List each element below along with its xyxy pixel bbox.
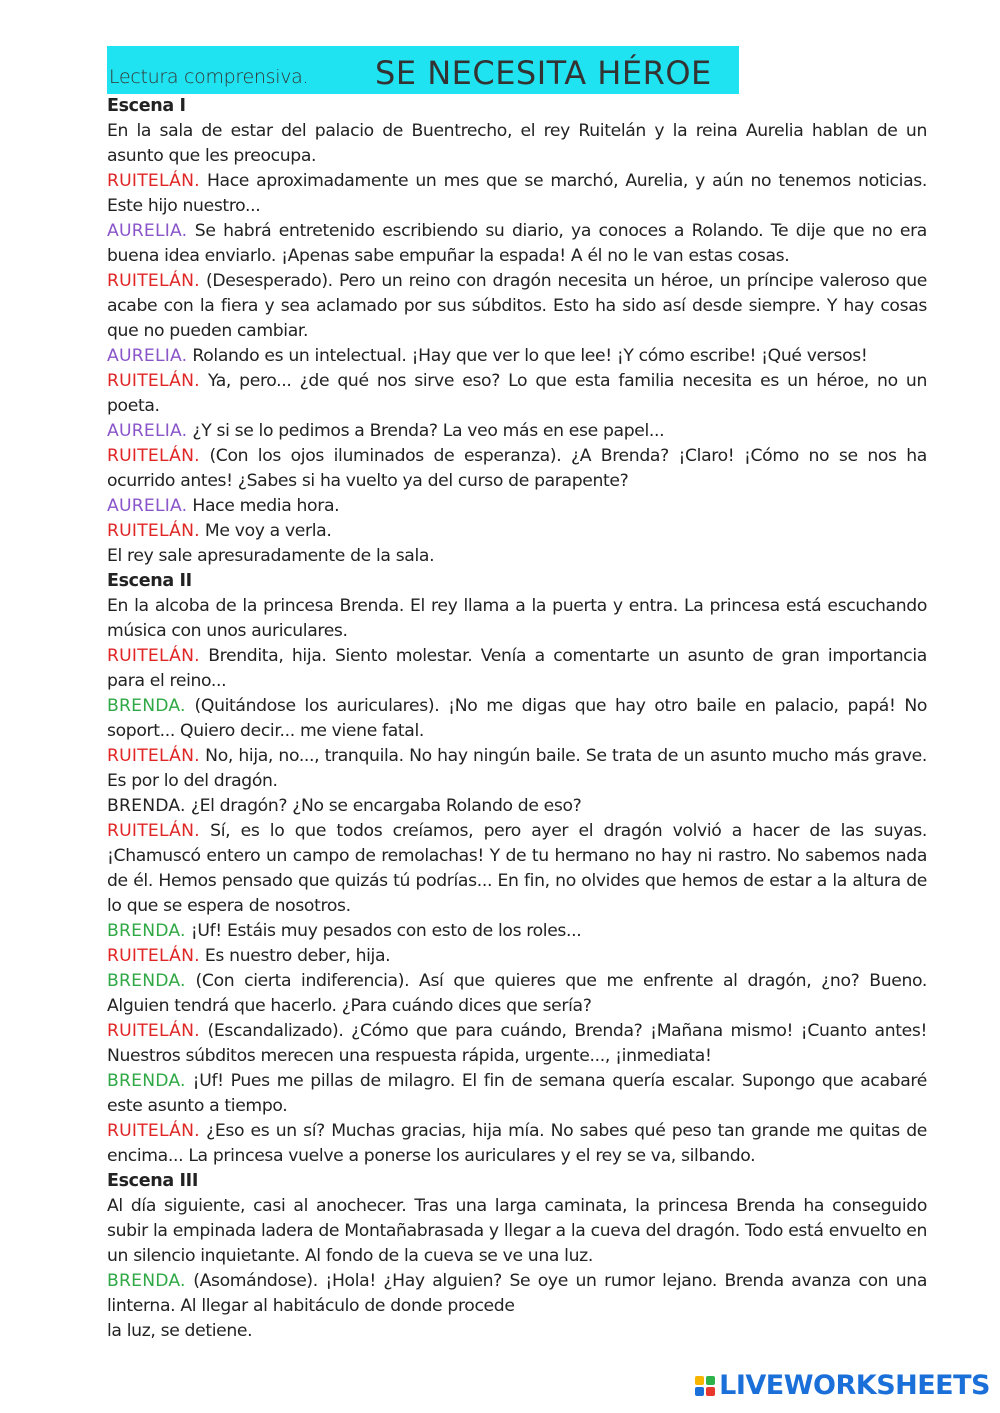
speaker-name: AURELIA. [107, 346, 188, 366]
scene-heading: Escena II [107, 571, 192, 591]
stage-direction: En la sala de estar del palacio de Buentrecho, el rey Ruitelán y la reina Aurelia hablan de un asunto que les preocupa. [107, 121, 927, 166]
dialogue-text: (Con los ojos iluminados de esperanza). ¿A Brenda? ¡Claro! ¡Cómo no se nos ha ocurrido antes! ¿Sabes si ha vuelto ya del curso de parapente? [107, 446, 927, 491]
dialogue-text: (Con cierta indiferencia). Así que quieres que me enfrente al dragón, ¿no? Bueno. Alguien tendrá que hacerlo. ¿Para cuándo dices que sería? [107, 971, 927, 1016]
speaker-name: AURELIA. [107, 496, 188, 516]
dialogue-line [107, 419, 927, 444]
dialogue-line [107, 1069, 927, 1119]
speaker-name: AURELIA. [107, 421, 188, 441]
speaker-name: RUITELÁN. [107, 521, 200, 541]
dialogue-line [107, 969, 927, 1019]
dialogue-text: Hace media hora. [187, 496, 340, 516]
speaker-name: RUITELÁN. [107, 1021, 200, 1041]
dialogue-line [107, 519, 927, 544]
speaker-name: BRENDA. [107, 921, 186, 941]
dialogue-text: (Desesperado). Pero un reino con dragón necesita un héroe, un príncipe valeroso que acabe con la fiera y sea aclamado por sus súbditos. Esto ha sido así desde siempre. Y hay cosas que no pueden cambiar. [107, 271, 927, 341]
speaker-name: BRENDA. [107, 696, 186, 716]
speaker-name: RUITELÁN. [107, 1121, 200, 1141]
dialogue-line [107, 344, 927, 369]
stage-direction: En la alcoba de la princesa Brenda. El rey llama a la puerta y entra. La princesa está escuchando música con unos auriculares. [107, 596, 927, 641]
dialogue-text: ¿Y si se lo pedimos a Brenda? La veo más en ese papel... [187, 421, 665, 441]
speaker-name: RUITELÁN. [107, 271, 200, 291]
dialogue-text: ¿El dragón? ¿No se encargaba Rolando de eso? [185, 796, 582, 816]
stage-direction: El rey sale apresuradamente de la sala. [107, 546, 435, 566]
page-title: SE NECESITA HÉROE [375, 54, 712, 92]
dialogue-text: Me voy a verla. [199, 521, 332, 541]
speaker-name: RUITELÁN. [107, 171, 200, 191]
speaker-name: RUITELÁN. [107, 821, 200, 841]
document-page [107, 46, 927, 1344]
dialogue-text: ¡Uf! Estáis muy pesados con esto de los roles... [185, 921, 582, 941]
dialogue-text: Se habrá entretenido escribiendo su diario, ya conoces a Rolando. Te dije que no era buena idea enviarlo. ¡Apenas sabe empuñar la espada! A él no le van estas cosas. [107, 221, 927, 266]
speaker-name: RUITELÁN. [107, 371, 200, 391]
dialogue-text: Es nuestro deber, hija. [199, 946, 391, 966]
dialogue-text: Brendita, hija. Siento molestar. Venía a comentarte un asunto de gran importancia para el reino... [107, 646, 927, 691]
dialogue-line [107, 444, 927, 494]
dialogue-line [107, 744, 927, 794]
dialogue-line [107, 169, 927, 219]
speaker-name: AURELIA. [107, 221, 188, 241]
dialogue-line [107, 494, 927, 519]
speaker-name: RUITELÁN. [107, 646, 200, 666]
speaker-name: RUITELÁN. [107, 946, 200, 966]
speaker-name: BRENDA. [107, 796, 186, 816]
liveworksheets-logo [695, 1370, 990, 1401]
play-text [107, 94, 927, 1344]
stage-direction: la luz, se detiene. [107, 1321, 253, 1341]
dialogue-text: Ya, pero... ¿de qué nos sirve eso? Lo que esta familia necesita es un héroe, no un poeta. [107, 371, 927, 416]
dialogue-text: Sí, es lo que todos creíamos, pero ayer el dragón volvió a hacer de las suyas. ¡Chamuscó entero un campo de remolachas! Y de tu hermano no hay ni rastro. No sabemos nada de él. Hemos pensado que quizás tú podrías... En fin, no olvides que hemos de estar a la altura de lo que se espera de nosotros. [107, 821, 927, 916]
dialogue-line [107, 944, 927, 969]
dialogue-text: Hace aproximadamente un mes que se marchó, Aurelia, y aún no tenemos noticias. Este hijo nuestro... [107, 171, 927, 216]
dialogue-line [107, 369, 927, 419]
speaker-name: BRENDA. [107, 1071, 186, 1091]
dialogue-text: (Asomándose). ¡Hola! ¿Hay alguien? Se oye un rumor lejano. Brenda avanza con una linterna. Al llegar al habitáculo de donde procede [107, 1271, 927, 1316]
dialogue-text: Rolando es un intelectual. ¡Hay que ver lo que lee! ¡Y cómo escribe! ¡Qué versos! [187, 346, 868, 366]
dialogue-text: No, hija, no..., tranquila. No hay ningún baile. Se trata de un asunto mucho más grave. Es por lo del dragón. [107, 746, 927, 791]
dialogue-line [107, 919, 927, 944]
speaker-name: BRENDA. [107, 971, 186, 991]
dialogue-line [107, 1019, 927, 1069]
dialogue-line [107, 694, 927, 744]
speaker-name: BRENDA. [107, 1271, 186, 1291]
dialogue-text: ¡Uf! Pues me pillas de milagro. El fin de semana quería escalar. Supongo que acabaré este asunto a tiempo. [107, 1071, 927, 1116]
dialogue-line [107, 794, 927, 819]
dialogue-line [107, 819, 927, 919]
dialogue-line [107, 219, 927, 269]
dialogue-text: (Quitándose los auriculares). ¡No me digas que hay otro baile en palacio, papá! No soport... Quiero decir... me viene fatal. [107, 696, 927, 741]
logo-text: LIVEWORKSHEETS [719, 1370, 990, 1401]
logo-mark-icon [695, 1376, 715, 1396]
scene-heading: Escena III [107, 1171, 199, 1191]
speaker-name: RUITELÁN. [107, 746, 200, 766]
stage-direction: Al día siguiente, casi al anochecer. Tras una larga caminata, la princesa Brenda ha conseguido subir la empinada ladera de Montañabrasada y llegar a la cueva del dragón. Todo está envuelto en un silencio inquietante. Al fondo de la cueva se ve una luz. [107, 1196, 927, 1266]
title-band [107, 46, 739, 94]
dialogue-text: ¿Eso es un sí? Muchas gracias, hija mía. No sabes qué peso tan grande me quitas de encima... La princesa vuelve a ponerse los auriculares y el rey se va, silbando. [107, 1121, 927, 1166]
dialogue-line [107, 1269, 927, 1319]
dialogue-line [107, 644, 927, 694]
dialogue-line [107, 1119, 927, 1169]
scene-heading: Escena I [107, 96, 186, 116]
subtitle: Lectura comprensiva. [109, 66, 309, 88]
dialogue-text: (Escandalizado). ¿Cómo que para cuándo, Brenda? ¡Mañana mismo! ¡Cuanto antes! Nuestros súbditos merecen una respuesta rápida, urgente..., ¡inmediata! [107, 1021, 927, 1066]
speaker-name: RUITELÁN. [107, 446, 200, 466]
dialogue-line [107, 269, 927, 344]
